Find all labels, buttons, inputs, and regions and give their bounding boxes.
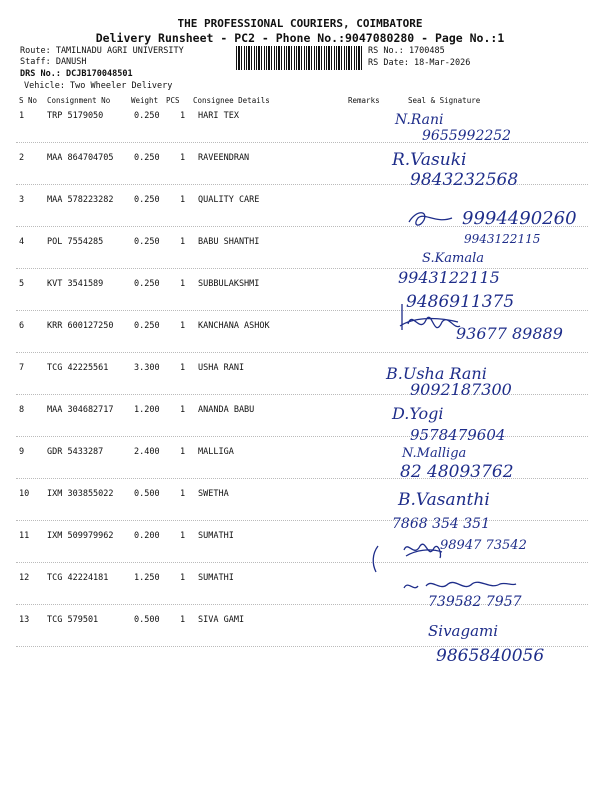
row-consignment: TCG 42225561 [47,363,109,373]
row-sno: 6 [19,321,25,331]
row-pcs: 1 [180,489,186,499]
row-consignee: ANANDA BABU [198,405,255,415]
row-sno: 7 [19,363,25,373]
row-pcs: 1 [180,111,186,121]
rs-date: RS Date: 18-Mar-2026 [368,58,471,68]
signature-2: R.Vasuki [392,150,467,170]
row-pcs: 1 [180,153,186,163]
row-consignee: SWETHA [198,489,229,499]
signature-10: B.Vasanthi [398,490,490,510]
row-pcs: 1 [180,405,186,415]
row-divider [16,562,588,563]
signature-11-scribble [400,536,444,566]
company-title: THE PROFESSIONAL COURIERS, COIMBATORE [177,17,423,30]
row-divider [16,268,588,269]
row-consignment: IXM 509979962 [47,531,114,541]
row-weight: 0.250 [134,111,160,121]
barcode [236,46,362,70]
row-pcs: 1 [180,195,186,205]
route-label: Route: TAMILNADU AGRI UNIVERSITY [20,46,184,56]
row-pcs: 1 [180,363,186,373]
signature-2-phone: 9843232568 [410,170,519,190]
row-pcs: 1 [180,615,186,625]
row-consignee: QUALITY CARE [198,195,260,205]
row-sno: 9 [19,447,25,457]
row-pcs: 1 [180,531,186,541]
signature-6-phone: 9486911375 [406,292,515,312]
row-consignment: GDR 5433287 [47,447,104,457]
signature-13: Sivagami [428,622,499,640]
drs-number: DRS No.: DCJB170048501 [20,69,133,79]
row-consignment: MAA 864704705 [47,153,114,163]
signature-1-phone: 9655992252 [422,128,512,144]
row-consignment: TRP 5179050 [47,111,104,121]
signature-12-phone: 739582 7957 [428,594,522,610]
signature-9-phone: 82 48093762 [400,462,514,482]
row-consignment: MAA 578223282 [47,195,114,205]
margin-mark [368,544,382,574]
row-weight: 0.250 [134,195,160,205]
signature-7-phone: 9092187300 [410,380,512,399]
signature-11-phone: 98947 73542 [440,538,527,553]
signature-8-phone: 9578479604 [410,426,506,444]
row-weight: 1.200 [134,405,160,415]
signature-3-phone: 9994490260 [462,208,577,229]
runsheet-title: Delivery Runsheet - PC2 - Phone No.:9047080280 - Page No.:1 [95,31,505,45]
row-weight: 0.250 [134,237,160,247]
row-weight: 0.250 [134,321,160,331]
row-sno: 5 [19,279,25,289]
signature-8: D.Yogi [392,404,444,423]
col-consignment: Consignment No [47,96,111,105]
row-weight: 0.200 [134,531,160,541]
row-consignment: IXM 303855022 [47,489,114,499]
row-pcs: 1 [180,447,186,457]
row-consignee: SUMATHI [198,573,234,583]
row-sno: 10 [19,489,30,499]
row-pcs: 1 [180,573,186,583]
signature-1: N.Rani [395,112,444,128]
row-sno: 4 [19,237,25,247]
signature-13-phone: 9865840056 [436,646,545,666]
row-consignment: POL 7554285 [47,237,104,247]
row-weight: 0.500 [134,489,160,499]
signature-4: S.Kamala [422,251,485,266]
col-sno: S No [19,96,38,105]
col-weight: Weight [131,96,159,105]
signature-4-phone: 9943122115 [464,232,541,246]
vehicle-label: Vehicle: Two Wheeler Delivery [24,81,173,91]
row-sno: 13 [19,615,30,625]
signature-6b-phone: 93677 89889 [456,324,563,343]
row-sno: 12 [19,573,30,583]
row-consignee: BABU SHANTHI [198,237,260,247]
row-consignee: USHA RANI [198,363,245,373]
col-consignee: Consignee Details [193,96,270,105]
row-divider [16,352,588,353]
rs-number: RS No.: 1700485 [368,46,445,56]
row-divider [16,520,588,521]
row-consignee: MALLIGA [198,447,234,457]
row-consignment: KVT 3541589 [47,279,104,289]
signature-7: B.Usha Rani [386,364,487,383]
row-consignee: HARI TEX [198,111,239,121]
col-pcs: PCS [166,96,180,105]
row-consignment: MAA 304682717 [47,405,114,415]
row-weight: 3.300 [134,363,160,373]
signature-9: N.Malliga [402,446,467,461]
row-sno: 1 [19,111,25,121]
row-consignee: KANCHANA ASHOK [198,321,270,331]
row-weight: 1.250 [134,573,160,583]
row-pcs: 1 [180,237,186,247]
signature-10-phone: 7868 354 351 [392,516,490,532]
col-remarks: Remarks [348,96,380,105]
row-weight: 0.250 [134,279,160,289]
row-sno: 8 [19,405,25,415]
col-signature: Seal & Signature [408,96,481,105]
row-weight: 0.500 [134,615,160,625]
signature-5-phone: 9943122115 [398,268,500,287]
row-consignment: TCG 579501 [47,615,99,625]
signature-6-scribble [394,300,462,346]
row-consignment: KRR 600127250 [47,321,114,331]
staff-label: Staff: DANUSH [20,57,87,67]
row-sno: 3 [19,195,25,205]
row-sno: 2 [19,153,25,163]
row-sno: 11 [19,531,30,541]
row-pcs: 1 [180,279,186,289]
row-consignment: TCG 42224181 [47,573,109,583]
row-consignee: RAVEENDRAN [198,153,250,163]
row-weight: 0.250 [134,153,160,163]
signature-12-scribble [400,574,520,596]
row-consignee: SIVA GAMI [198,615,245,625]
row-pcs: 1 [180,321,186,331]
row-consignee: SUBBULAKSHMI [198,279,260,289]
row-weight: 2.400 [134,447,160,457]
signature-4-scribble [406,206,458,232]
row-consignee: SUMATHI [198,531,234,541]
